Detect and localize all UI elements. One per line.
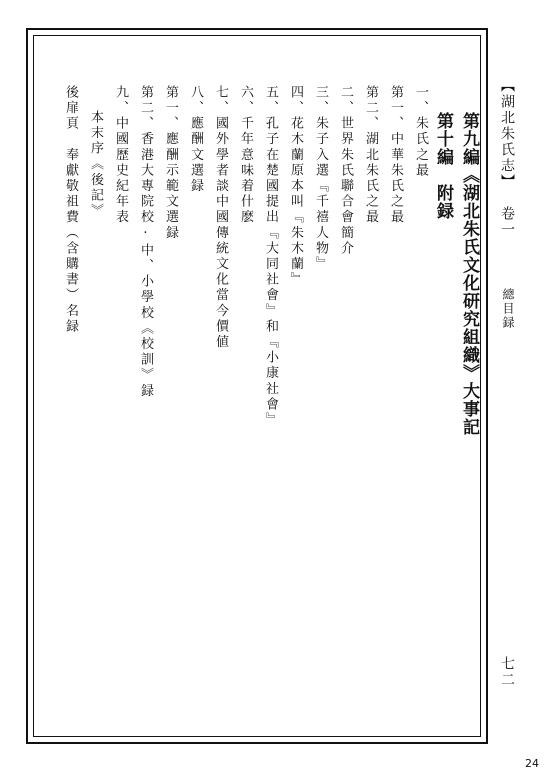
toc-item: 一、朱氏之最 [413, 85, 428, 179]
book-title: 【湖北朱氏志】 [499, 78, 515, 190]
toc-item: 五、孔子在楚國提出『大同社會』和『小康社會』 [263, 85, 278, 429]
toc-item: 三、朱子入選『千禧人物』 [313, 85, 328, 273]
toc-item: 後扉頁 奉獻敬祖費（含購書）名録 [63, 85, 78, 335]
toc-item: 第一、應酬示範文選録 [163, 85, 178, 241]
toc-item: 九、中國歷史紀年表 [113, 85, 128, 226]
volume-label: 卷一 [499, 206, 515, 238]
toc-item: 本末序《後記》 [88, 110, 103, 220]
page-frame [26, 28, 488, 744]
section-label: 總目録 [501, 288, 515, 330]
chapter-10-title: 第十編 附録 [433, 112, 453, 220]
toc-item: 二、世界朱氏聯合會簡介 [338, 85, 353, 257]
toc-item: 四、花木蘭原本叫『朱木蘭』 [288, 85, 303, 288]
toc-item: 七、國外學者談中國傳統文化當今價値 [213, 85, 228, 351]
toc-item: 六、千年意味着什麽 [238, 85, 253, 226]
toc-item: 第一、中華朱氏之最 [388, 85, 403, 226]
chapter-9-title: 第九編《湖北朱氏文化研究組織》大事記 [459, 112, 479, 436]
folio-number: 七二 [499, 656, 515, 688]
toc-item: 第二、香港大專院校·中、小學校《校訓》録 [138, 85, 153, 399]
page-number: 24 [525, 757, 539, 770]
toc-item: 第二、湖北朱氏之最 [363, 85, 378, 226]
toc-item: 八、應酬文選録 [188, 85, 203, 195]
